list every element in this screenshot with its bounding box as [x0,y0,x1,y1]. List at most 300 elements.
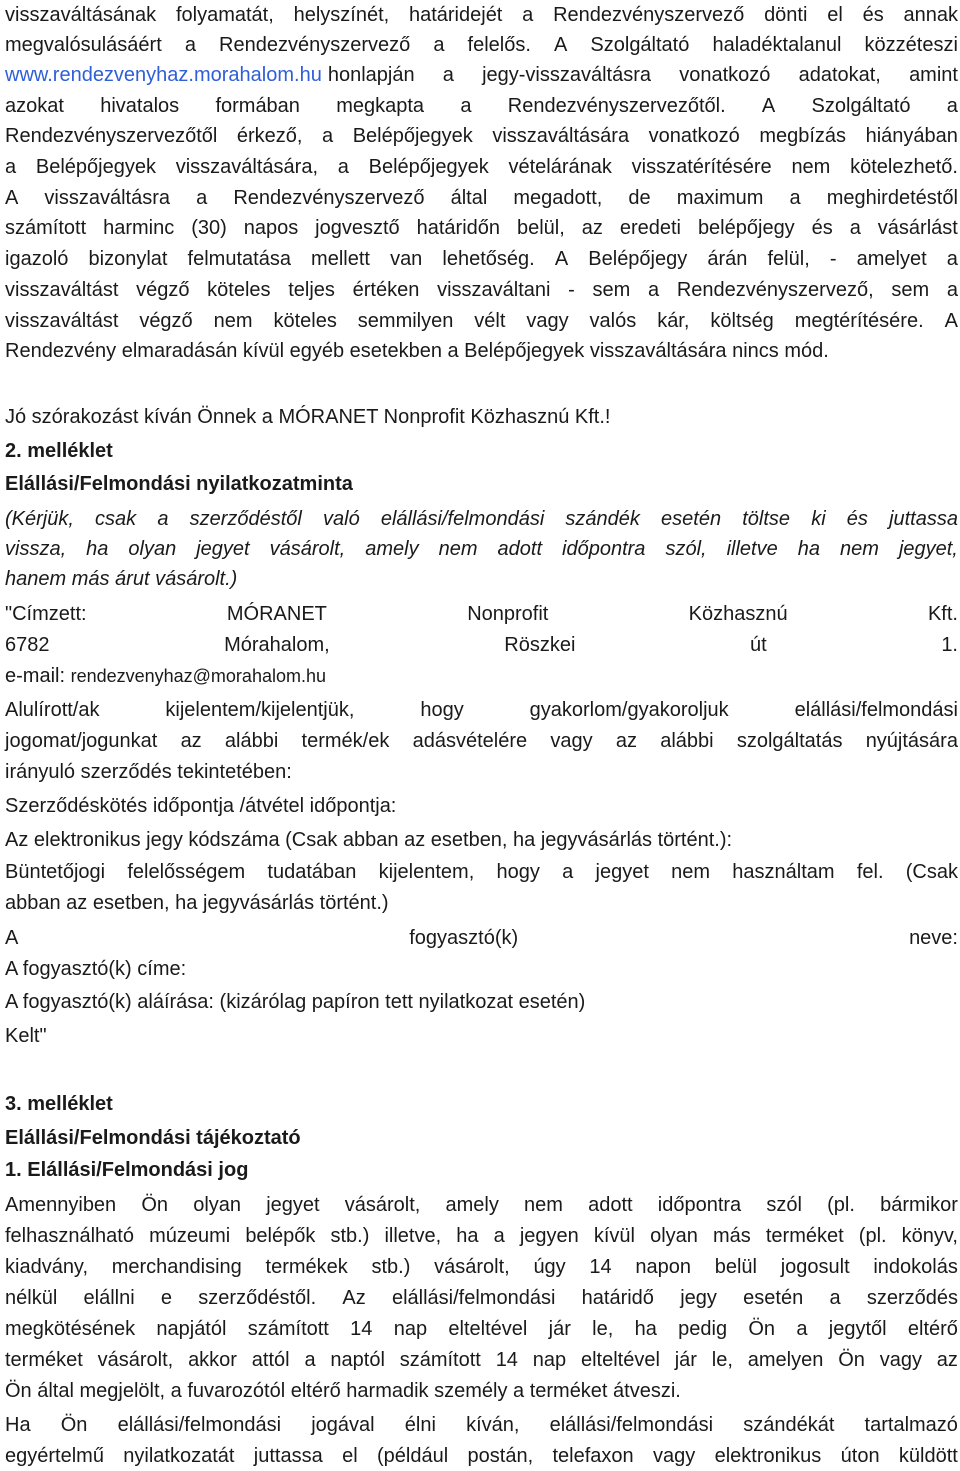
word: múzeumi [149,1225,231,1247]
word: Ön [748,1318,776,1340]
word: végző [136,279,190,301]
paragraph-line [5,183,958,213]
word: adott [497,538,543,560]
word: vásárolt, [434,1256,510,1278]
word: nem [213,310,253,332]
word: stb.) [330,1225,370,1247]
word: jegy [680,1287,717,1309]
word: naptól [330,1349,385,1371]
word: amelyet [856,248,927,270]
word: a [196,187,208,209]
paragraph-line [5,1314,958,1344]
word: használtam [732,861,835,883]
word: számított [5,217,87,239]
paragraph-line [5,121,958,151]
word: napjától [156,1318,227,1340]
word: eredeti [619,217,681,239]
word: a [5,156,17,178]
word: de [628,187,651,209]
word: 14 [589,1256,612,1278]
word: a [184,34,196,56]
word: visszaváltást [5,310,119,332]
word: juttassa [889,508,958,530]
word: Szolgáltató [590,34,690,56]
word: vagy [879,1349,922,1371]
word: ha [86,538,109,560]
annex-3-title: Elállási/Felmondási tájékoztató [5,1127,301,1149]
word: postán, [467,1445,534,1467]
word: (pl. [827,1194,855,1216]
word: ki [811,508,826,530]
word: dönti [764,4,808,26]
word: el [827,4,843,26]
paragraph-line [5,1252,958,1282]
paragraph-line: Rendezvény elmaradásán kívül egyéb esetekben a Belépőjegyek visszaváltására nincs mód. [5,340,829,362]
word: terméket [5,1349,83,1371]
paragraph-line [5,275,958,305]
word: vásárolt, [269,538,346,560]
word: merchandising [111,1256,242,1278]
word: olyan [650,1225,698,1247]
word: igazoló [5,248,69,270]
word: alábbi [660,730,714,752]
word: (Kérjük, [5,508,74,530]
paragraph-line [5,0,958,30]
paragraph-line [5,91,958,121]
paragraph-line [5,30,958,60]
word: bizonylat [88,248,168,270]
word: megvalósulásáért [5,34,162,56]
word: (30) [191,217,227,239]
word: számított [399,1349,481,1371]
word: napon [635,1256,691,1278]
word: kiadvány, [5,1256,89,1278]
word: elállási/felmondási [391,1287,556,1309]
word: megtérítésére. [794,310,924,332]
word: adásvételére [412,730,528,752]
word: azokat [5,95,64,117]
criminal-liability-line [5,857,958,887]
word: Közhasznú [688,603,788,625]
word: Szolgáltató [811,95,911,117]
word: szándék [565,508,640,530]
word: alábbi [224,730,279,752]
word: meghirdetéstől [826,187,958,209]
word: Ha [5,1414,31,1436]
word: elállási/felmondási [549,1414,714,1436]
word: kötelezhető. [850,156,958,178]
word: ha [797,538,820,560]
word: amint [909,64,958,86]
word: Rendezvényszervezőtől. [507,95,726,117]
word: belépők [245,1225,316,1247]
word: visszaváltására [492,125,630,147]
word: - [568,279,575,301]
word: attól [251,1349,290,1371]
word: a [304,1349,316,1371]
word: jogomat/jogunkat [5,730,158,752]
paragraph-line [5,306,958,336]
word: végző [139,310,193,332]
word: köteles [273,310,337,332]
word: vagy [526,310,569,332]
word: és [846,508,868,530]
word: Az [342,1287,366,1309]
annex-3-number: 3. melléklet [5,1093,113,1115]
word: a [322,125,334,147]
word: valós [589,310,637,332]
word: helyszínét, [293,4,390,26]
word: út [750,634,767,656]
word: tudatában [267,861,357,883]
consumer-signature-field: A fogyasztó(k) aláírása: (kizárólag papíron tett nyilatkozat esetén) [5,991,586,1013]
word: vásárolt, [97,1349,174,1371]
word: olyan [193,1194,242,1216]
word: úton [840,1445,880,1467]
annex-2-title: Elállási/Felmondási nyilatkozatminta [5,473,353,495]
word: jegyet [595,861,649,883]
instruction-note-line [5,504,958,534]
word: visszaváltásának [5,4,157,26]
word: ha [456,1225,479,1247]
word: elteltével [580,1349,660,1371]
word: Rendezvényszervező [219,34,411,56]
word: jár [548,1318,571,1340]
word: A [944,310,958,332]
word: nap [393,1318,428,1340]
word: a [433,34,445,56]
word: lehetőség. [442,248,535,270]
word: Röszkei [504,634,576,656]
word: gyakorlom/gyakoroljuk [529,699,729,721]
word: jegyet [196,538,250,560]
word: felhasználható [5,1225,134,1247]
word: vonatkozó [679,64,771,86]
word: mellett [311,248,370,270]
word: belül [714,1256,757,1278]
word: számított [247,1318,329,1340]
paragraph-line [5,152,958,182]
word: (pl. [858,1225,887,1247]
closing-line: Jó szórakozást kíván Önnek a MÓRANET Nonprofit Közhasznú Kft.! [5,406,611,428]
word: kívül [593,1225,635,1247]
word: az [581,217,603,239]
word: az [180,730,202,752]
word: nem [438,538,478,560]
word: e [160,1287,173,1309]
word: elállási/felmondási [117,1414,282,1436]
word: 14 [350,1318,373,1340]
word: a [648,279,660,301]
word: a [522,4,534,26]
word: semmilyen [357,310,454,332]
word: telefaxon [552,1445,634,1467]
word: hogy [496,861,540,883]
instruction-note-line [5,534,958,564]
word: nyújtására [865,730,958,752]
word: szándékát [743,1414,835,1436]
word: a [946,95,958,117]
word: Rendezvényszervezőtől [5,125,218,147]
word: teljes [288,279,335,301]
word: Büntetőjogi [5,861,106,883]
word: A [761,95,776,117]
section-heading: 1. Elállási/Felmondási jog [5,1159,249,1181]
word: szolgáltatás [736,730,843,752]
word: való [323,508,360,530]
word: könyv, [901,1225,958,1247]
word: kár, [657,310,690,332]
word: Kft. [927,603,958,625]
word: elállási/felmondási [794,699,958,721]
word: élni [404,1414,436,1436]
word: hogy [420,699,464,721]
word: határidő [581,1287,654,1309]
word: Belépőjegyek [35,156,156,178]
word: stb.) [371,1256,411,1278]
word: illetve, [384,1225,442,1247]
word: a [157,508,169,530]
word: Belépőjegyek [368,156,489,178]
consumer-name-field [5,923,958,953]
paragraph-line [5,1283,958,1313]
word: az [936,1349,958,1371]
contract-date-field: Szerződéskötés időpontja /átvétel időpontja: [5,795,397,817]
website-link[interactable]: www.rendezvenyhaz.morahalom.hu [5,64,322,86]
word: vélt [474,310,506,332]
word: kijelentem, [378,861,475,883]
word: elteltével [448,1318,528,1340]
word: juttassa [253,1445,323,1467]
paragraph-line [5,60,958,90]
word: amelyen [747,1349,824,1371]
word: megkapta [336,95,425,117]
word: időpontra [562,538,646,560]
word: a [829,1287,841,1309]
word: "Címzett: [5,603,87,625]
word: úgy [533,1256,566,1278]
word: a [460,95,472,117]
word: Nonprofit [467,603,549,625]
word: el [342,1445,358,1467]
word: termék/ek [301,730,390,752]
word: az [615,730,637,752]
address-line [5,630,958,660]
word: Ön [838,1349,865,1371]
word: visszaváltásra [44,187,171,209]
word: jár [674,1349,697,1371]
word: Rendezvényszervező, [676,279,874,301]
word: jegy-visszaváltásra [482,64,652,86]
word: (például [377,1445,449,1467]
declaration-line [5,695,958,725]
dated-field: Kelt" [5,1025,47,1047]
word: esetén [743,1287,804,1309]
word: elállási/felmondási [380,508,545,530]
word: jegytől [828,1318,887,1340]
word: szerződéstől [189,508,302,530]
word: elektronikus [714,1445,822,1467]
word: belépőjegy [697,217,795,239]
word: formában [215,95,300,117]
word: le, [711,1349,733,1371]
word: ha [634,1318,657,1340]
word: a [337,156,349,178]
word: esetén [661,508,722,530]
word: hiányában [865,125,958,147]
email-line [5,661,958,691]
word: és [862,4,884,26]
word: közzéteszi [864,34,958,56]
word: A [554,248,569,270]
paragraph-line [5,1441,958,1471]
word: hivatalos [100,95,180,117]
word: a [849,217,861,239]
criminal-liability-line: abban az esetben, ha jegyvásárlás történt.) [5,892,389,914]
word: visszatérítésére [631,156,772,178]
word: olyan [128,538,177,560]
word: nap [532,1349,567,1371]
word: értéken [352,279,420,301]
word: jogosult [780,1256,850,1278]
word: belül, [516,217,565,239]
word: szól, [665,538,707,560]
word: vagy [550,730,593,752]
word: töltse [742,508,791,530]
word: visszaváltani [437,279,551,301]
word: köteles [207,279,271,301]
word: más [712,1225,751,1247]
word: szerződéstől. [198,1287,317,1309]
word: nem [840,538,879,560]
word: megadott, [513,187,603,209]
word: a [562,861,574,883]
word: határidőn [416,217,501,239]
word: maximum [676,187,764,209]
paragraph-line [5,1221,958,1251]
word: Belépőjegyek [352,125,473,147]
word: A [5,187,19,209]
paragraph-line [5,1190,958,1220]
word: egyértelmű [5,1445,104,1467]
word: árán [707,248,748,270]
word: napos [243,217,299,239]
word: vásárolt, [344,1194,421,1216]
word: neve: [909,927,958,949]
paragraph-line [5,1410,958,1440]
word: MÓRANET [226,603,327,625]
word: adatokat, [798,64,881,86]
email-address: rendezvenyhaz@morahalom.hu [70,666,326,686]
paragraph-line [5,1345,958,1375]
word: nem [524,1194,563,1216]
declaration-line: irányuló szerződés tekintetében: [5,761,292,783]
word: amely [445,1194,499,1216]
word: jegyet, [898,538,958,560]
word: elállni [83,1287,135,1309]
word: szól [766,1194,802,1216]
paragraph-line [5,213,958,243]
word: kíván, [466,1414,520,1436]
word: nem [671,861,711,883]
word: haladéktalanul [712,34,842,56]
word: 1. [941,634,958,656]
word: vagy [652,1445,696,1467]
word: fel. [856,861,884,883]
word: a [493,1225,505,1247]
word: van [390,248,423,270]
word: eltérő [907,1318,958,1340]
word: jegyen [519,1225,579,1247]
word: fogyasztó(k) [409,927,519,949]
word: honlapján [327,64,415,86]
word: a [789,187,801,209]
word: indokolás [873,1256,958,1278]
word: jegyet [266,1194,320,1216]
word: nélkül [5,1287,58,1309]
word: sem [891,279,930,301]
word: a [442,64,454,86]
paragraph-line [5,244,958,274]
word: (Csak [905,861,958,883]
word: jogával [311,1414,375,1436]
word: vissza, [5,538,67,560]
word: kijelentem/kijelentjük, [165,699,355,721]
word: Ön [60,1414,88,1436]
word: megkötésének [5,1318,136,1340]
word: felmutatása [187,248,291,270]
word: a [946,248,958,270]
word: - [829,248,837,270]
word: a [796,1318,808,1340]
word: felelős. [467,34,531,56]
word: A [5,927,19,949]
word: adott [588,1194,633,1216]
word: Belépőjegy [588,248,688,270]
word: vásárlást [877,217,958,239]
word: időpontra [657,1194,742,1216]
consumer-address-field: A fogyasztó(k) címe: [5,958,187,980]
word: küldött [898,1445,958,1467]
word: folyamatát, [175,4,274,26]
addressee-line [5,599,958,629]
word: a [946,279,958,301]
word: visszaváltást [5,279,119,301]
word: illetve [726,538,778,560]
word: költség [710,310,774,332]
word: érkező, [236,125,303,147]
word: Mórahalom, [224,634,330,656]
word: bármikor [880,1194,958,1216]
word: harminc [103,217,175,239]
annex-2-number: 2. melléklet [5,440,113,462]
word: annak [903,4,958,26]
word: A [553,34,568,56]
word: terméket [765,1225,844,1247]
word: pedig [678,1318,728,1340]
word: által [450,187,488,209]
instruction-note-line: hanem más árut vásárolt.) [5,568,238,590]
word: Rendezvényszervező [553,4,745,26]
word: akkor [188,1349,237,1371]
word: Rendezvényszervező [233,187,425,209]
word: határidejét [408,4,503,26]
word: felelősségem [127,861,246,883]
word: termékek [265,1256,348,1278]
word: felül, [767,248,810,270]
declaration-line [5,726,958,756]
word: vételárának [508,156,612,178]
